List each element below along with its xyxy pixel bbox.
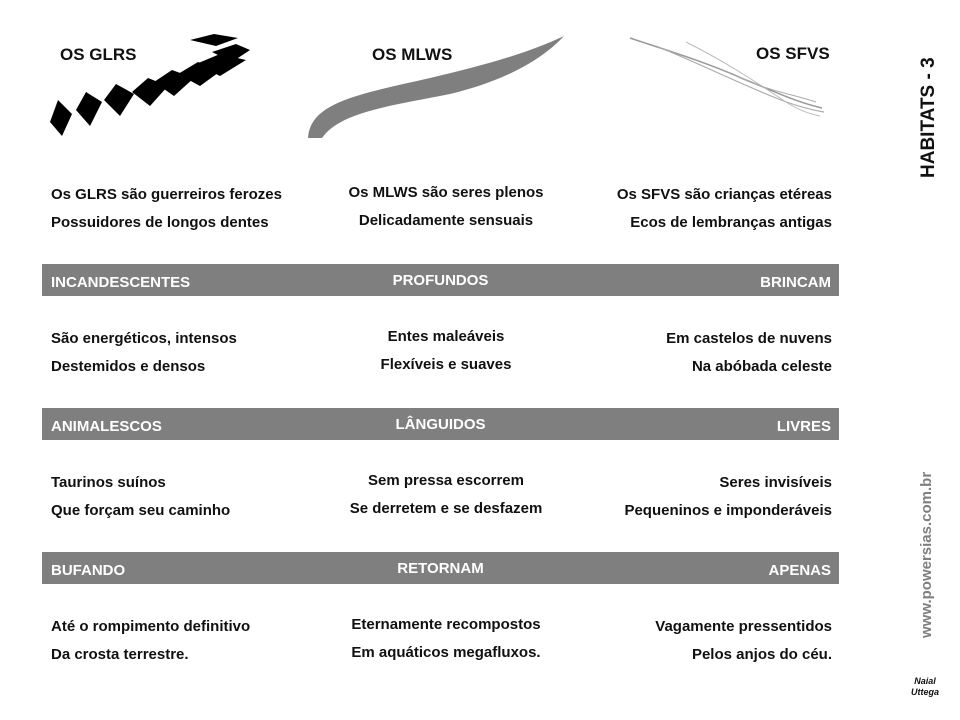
row2-c1-line2: Destemidos e densos xyxy=(51,358,206,375)
row2-c3-line1: Em castelos de nuvens xyxy=(666,330,832,347)
bar3-mid: RETORNAM xyxy=(397,560,484,577)
row1-c1-line2: Possuidores de longos dentes xyxy=(51,214,269,231)
row1-c3-line2: Ecos de lembranças antigas xyxy=(630,214,832,231)
author-credit xyxy=(900,676,950,698)
row4-c3-line2: Pelos anjos do céu. xyxy=(691,646,832,663)
row4-c2-line2: Em aquáticos megafluxos. xyxy=(351,644,541,661)
website-link[interactable]: www.powersias.com.br xyxy=(918,471,935,638)
row3-c1-line2: Que forçam seu caminho xyxy=(51,502,231,519)
author-line1: Naial xyxy=(914,676,936,686)
bar1-left: INCANDESCENTES xyxy=(51,274,191,291)
row2-c3-line2: Na abóbada celeste xyxy=(691,358,832,375)
bar1-right: BRINCAM xyxy=(760,274,831,291)
row2-c2-line2: Flexíveis e suaves xyxy=(380,356,512,373)
category-bar-3 xyxy=(42,552,839,584)
bar2-right: LIVRES xyxy=(776,418,831,435)
category-bar-2 xyxy=(42,408,839,440)
author-line2: Uttega xyxy=(910,687,939,697)
row4-c1-line1: Até o rompimento definitivo xyxy=(51,618,251,635)
row1-c2-line1: Os MLWS são seres plenos xyxy=(348,184,544,201)
bar2-left: ANIMALESCOS xyxy=(51,418,162,435)
row3-c1-line1: Taurinos suínos xyxy=(51,474,166,491)
row3-c2-line1: Sem pressa escorrem xyxy=(368,472,524,489)
bar2-mid: LÂNGUIDOS xyxy=(395,416,486,433)
row1-c2-line2: Delicadamente sensuais xyxy=(358,212,534,229)
row2-c2-line1: Entes maleáveis xyxy=(387,328,505,345)
swoosh-mlws-graphic xyxy=(300,32,570,144)
row4-c1-line2: Da crosta terrestre. xyxy=(51,646,189,663)
row3-c3-line2: Pequeninos e imponderáveis xyxy=(624,502,832,519)
row4-c3-line1: Vagamente pressentidos xyxy=(655,618,832,635)
title-sfvs: OS SFVS xyxy=(756,44,830,63)
row1-c3-line1: Os SFVS são crianças etéreas xyxy=(616,186,832,203)
row3-c2-line2: Se derretem e se desfazem xyxy=(349,500,543,517)
row1-c1-line1: Os GLRS são guerreiros ferozes xyxy=(51,186,282,203)
bar3-left: BUFANDO xyxy=(51,562,126,579)
bar3-right: APENAS xyxy=(768,562,831,579)
zigzag-glrs-graphic xyxy=(44,32,254,142)
bar1-mid: PROFUNDOS xyxy=(392,272,489,289)
wisps-sfvs-graphic xyxy=(626,32,826,122)
row3-c3-line1: Seres invisíveis xyxy=(719,474,832,491)
side-title: HABITATS - 3 xyxy=(918,57,939,178)
row2-c1-line1: São energéticos, intensos xyxy=(51,330,237,347)
category-bar-1 xyxy=(42,264,839,296)
title-glrs: OS GLRS xyxy=(60,45,137,64)
title-mlws: OS MLWS xyxy=(372,45,453,64)
row4-c2-line1: Eternamente recompostos xyxy=(351,616,541,633)
